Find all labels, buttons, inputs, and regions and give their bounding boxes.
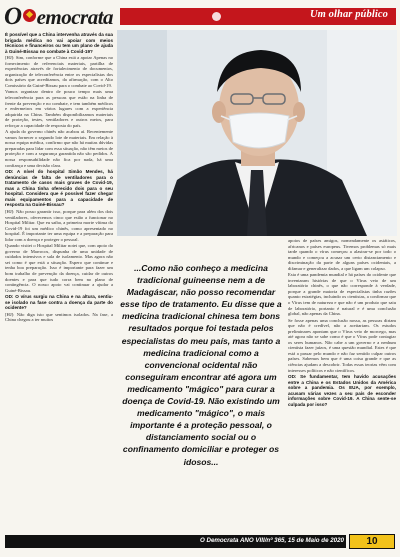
answer-paragraph: Se fosse apenas uma conclusão nossa, as pessoas diriam que não é credível, não a aceitariam. Os estudos preliminares apontam que o Vírus veio de morcego, mas até agora não se sabe como é que o Vírus pode contagiar os seres humanos. Não cabe a um governo e a nenhum cientista fazer juízos, é uma questão mundial. Estes é que está a passar pelo mundo e não faz sentido culpar outros países. Sabemos bem que é uma coisa grande e que as ciências ajudam a descobrir. Todas essas teorias vêm com interesses políticos e não científicos. (288, 317, 396, 373)
question-paragraph: OD: A nível do hospital Simão Mendes, há denúncias de falta de ventiladores para o tratamento de casos mais graves de Covid-19, mas a China tinha oferecido dois para o seu hospital. Considera que é possível fazer chegar mais equipamentos para a capacidade de resposta na Guiné-Bissau? (5, 169, 113, 208)
logo-rest: emocrata (36, 5, 114, 29)
answer-paragraph: Quando visitei o Hospital Militar notei que, com apoio do governo de Marrocos, dispunha de uma unidade de cuidados intensivos e sala de isolamento. Mas agora não sei como é que está a situação. Espero que continue e tenha boa preparação. Isso é importante para fazer um bom trabalho de prevenção da doença, cuidar de outros doentes e para que tudo corra bem no plano de contingência. O nosso apoio vai continuar a ajudar a Guiné-Bissau. (5, 243, 113, 293)
question-paragraph: OD: Se fundamentar, tem havido acusações entre a China e os Estados Unidos da América sobre a pandemia. Os EUA, por exemplo, acusam várias vezes a seu país de esconder informações sobre Covid-19. A China sente-se culpada por isso? (288, 374, 396, 407)
answer-paragraph: [HJ]: Não posso garantir isso, porque para além dos dois ventiladores, oferecemos cinco que estão a funcionar no Hospital Militar. Que eu saiba, a primeira morte vítima do Covid-19 foi um médico chinês, como apresentado no hospital. É importante ter uma equipa e a preparação para lidar com a doença e proteger o pessoal. (5, 208, 113, 242)
interview-photo (117, 30, 397, 236)
page-number: 10 (349, 534, 395, 549)
answer-paragraph: apoios de países amigos, nomeadamente os asiáticos, africanos e países europeus. Tivemos problemas só mais tarde quando o vírus começou a alastrar-se por todo o mundo e começou a acusar um certo distanciamento e discriminação da parte de alguns países ocidentais, a difamar e generalizar dados, a que ligam um colapso. (288, 238, 396, 271)
right-text-column (288, 238, 396, 530)
answer-paragraph: Esta é uma pandemia mundial e há países do ocidente que inventaram histórias de que o Vírus veio de um laboratório chinês, o que não corresponde à verdade, porque a grande maioria de especialistas tinha razões quanto estratégias, incluindo os cientistas, a confirmar que o Vírus tem de natureza e que não é um produto que saiu de laboratório, portanto é natural e é uma conclusão global, não apenas da China. (288, 272, 396, 317)
section-label: Um olhar público (309, 9, 388, 20)
masthead (0, 0, 400, 30)
question-paragraph: OD: O vírus surgiu na China e na altura, sentiu-se isolado na fase contra a doença da parte do ocidente? (5, 294, 113, 311)
flag-emblem-icon (23, 9, 36, 22)
answer-paragraph: [HJ]: Não diga isto que sentimos isolados. Na fase, a China chegou a ter muitos (5, 311, 113, 323)
ambassador-portrait (117, 30, 397, 236)
newspaper-logo (4, 3, 114, 30)
answer-paragraph: Vamos organizar dentro de pouco tempo mais uma teleconferência para as pessoas que estão na linha de frente da prevenção e no combate, e tem também médicos e enfermeiros em vários lugares com a experiência adquirida na China. Também disponibilizamos materiais de proteção, testes, ventiladores e outros meios, para reforçar a capacidade de resposta do país. (5, 89, 113, 128)
pull-quote: ...Como não conheço a medicina tradicional guineense nem a de Madagáscar, não posso recomendar esse tipo de tratamento. Eu disse que a medicina tradicional chinesa tem bons resultados porque foi testada pelos especialistas do meu país, mas tanto a medicina tradicional como a convencional ocidental não conseguiram encontrar até agora um medicamento "mágico" para curar a doença de Covid-19. Não existindo um medicamento "mágico", o mais importante é a proteção pessoal, o distanciamento social ou o confinamento domiciliar e proteger os idosos... (120, 263, 282, 467)
answer-paragraph: A ajuda do governo chinês não acabou aí. Recentemente vamos fornecer o segundo lote de materiais. Em relação à nossa equipa médica, confirmo que não há muitas dúvidas preparadas para lidar com essa situação, não têm meios de proteção e com a segurança garantida não são pedidos. A nossa responsabilidade não fica por nada, há uma confiança e uma decisão clara. (5, 129, 113, 168)
issue-line: O Democrata ANO VIII/nº 365, 15 de Maio de 2020 (199, 537, 344, 544)
left-text-column (5, 32, 113, 530)
question-paragraph: É possível que a China intervenha através da sua brigada médica no vai apoiar com meios técnicos e financeiros ou tem um plano de ajuda à Guiné-Bissau no combate à Covid-19? (5, 32, 113, 54)
page-footer (0, 532, 400, 552)
banner-dot-icon (212, 12, 221, 21)
answer-paragraph: [HJ]: Sim, conforme que a China está a apoiar Apenas no fornecimento de referenciais materiais, partilha de experiências através de fortalecimento de documentos, organização de teleconferência entre os especialistas dos dois países que acreditamos, da afirmação, com o Alto Comissário da Guiné-Bissau para o combate ao Covid-19. (5, 55, 113, 88)
section-banner (120, 8, 396, 25)
logo-first-letter: O (4, 3, 22, 30)
